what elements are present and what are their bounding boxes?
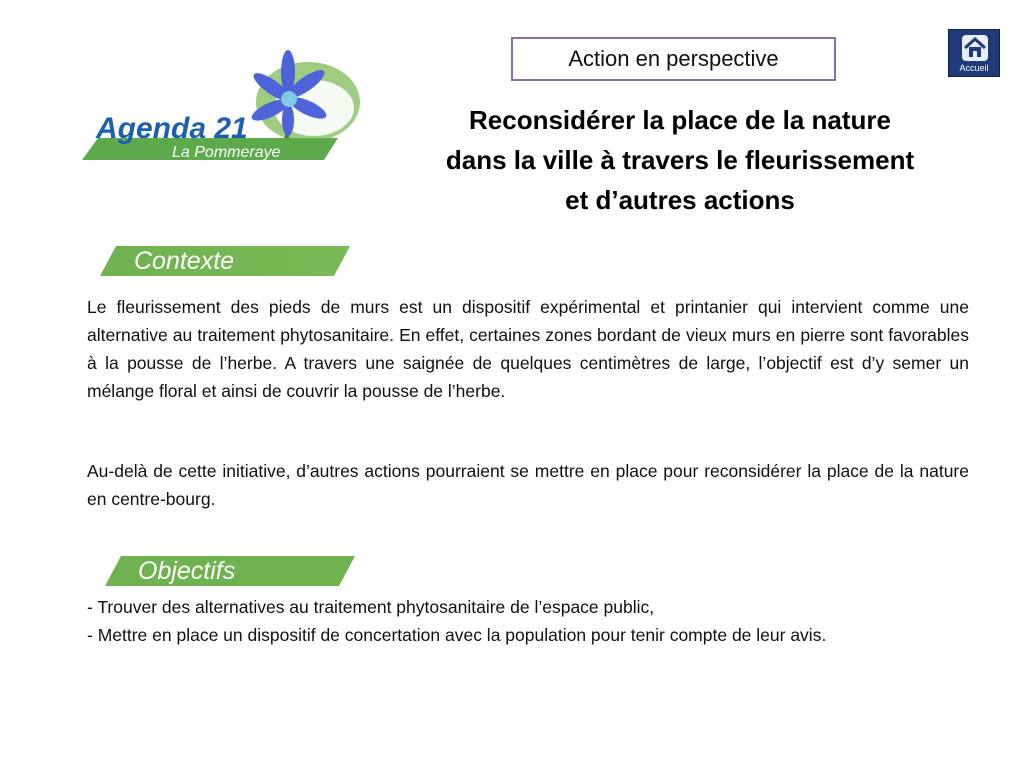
logo-title: Agenda 21 [96,112,248,145]
title-line-2: dans la ville à travers le fleurissement [445,145,915,175]
list-item: - Trouver des alternatives au traitement phytosanitaire de l’espace public, [87,597,655,617]
contexte-banner [100,246,350,276]
action-label-box [511,37,836,81]
contexte-paragraph-2: Au-delà de cette initiative, d’autres actions pourraient se mettre en place pour reconsidérer la place de la nature en centre-bourg. [87,461,969,509]
contexte-paragraph-1: Le fleurissement des pieds de murs est un dispositif expérimental et printanier qui intervient comme une alternative au traitement phytosanitaire. En effet, certaines zones bordant de vieux murs en pierre sont favorables à la pousse de l’herbe. A travers une saignée de quelques centimètres de large, l’objectif est d’y semer un mélange floral et ainsi de couvrir la pousse de l’herbe. [87,297,969,401]
logo-subtitle: La Pommeraye [172,144,281,161]
home-icon [961,34,989,62]
home-button-label: Accueil [959,63,989,73]
list-item: - Mettre en place un dispositif de concertation avec la population pour tenir compte de leur avis. [87,625,827,645]
objectifs-list [87,593,969,649]
objectifs-banner [105,556,355,586]
title-line-1: Reconsidérer la place de la nature [469,105,891,135]
action-label: Action en perspective [568,46,779,71]
objectifs-heading: Objectifs [138,557,236,585]
contexte-heading: Contexte [134,247,235,275]
agenda21-logo [76,42,366,172]
flower-logo-icon [76,42,366,172]
title-line-3: et d’autres actions [565,185,795,215]
home-button[interactable] [948,29,1000,77]
page-title [400,100,960,220]
